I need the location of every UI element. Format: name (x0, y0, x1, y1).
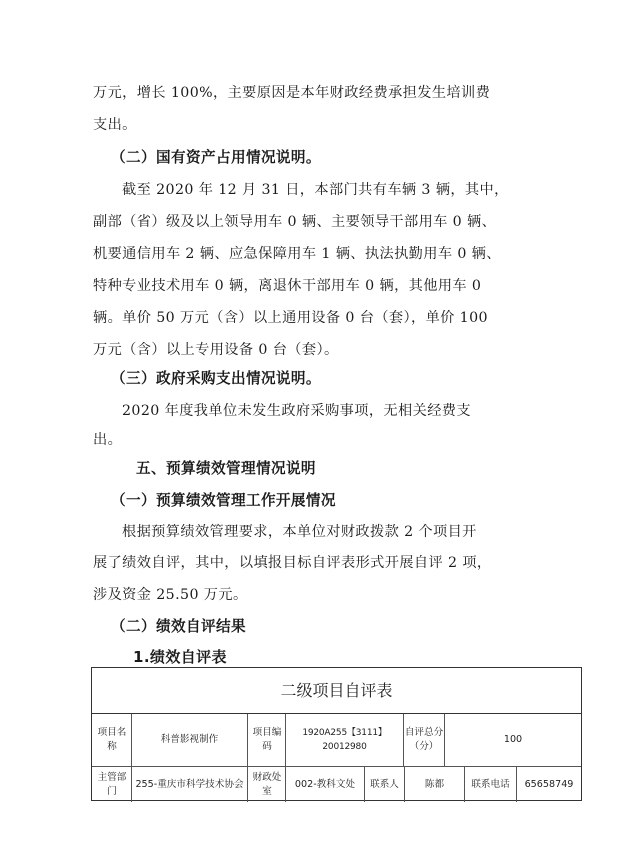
finance-office-value: 002-教科文处 (294, 778, 356, 790)
section-heading-procurement: （三）政府采购支出情况说明。 (111, 370, 321, 387)
section-heading-assets: （二）国有资产占用情况说明。 (111, 149, 321, 166)
finance-office-label: 财政处室 (252, 771, 282, 797)
section-heading-result: （二）绩效自评结果 (111, 618, 246, 635)
phone-value: 65658749 (524, 778, 574, 790)
column-divider (247, 714, 248, 802)
dept-value: 255-重庆市科学技术协会 (135, 778, 244, 790)
paragraph-line: 万元，增长 100%，主要原因是本年财政经费承担发生培训费 (93, 85, 491, 101)
paragraph-line: 根据预算绩效管理要求，本单位对财政拨款 2 个项目开 (122, 524, 477, 540)
phone-label: 联系电话 (471, 778, 510, 790)
contact-value: 陈都 (424, 778, 445, 790)
paragraph-line: 机要通信用车 2 辆、应急保障用车 1 辆、执法执勤用车 0 辆、 (93, 246, 501, 262)
paragraph-line: 2020 年度我单位未发生政府采购事项，无相关经费支 (122, 403, 471, 419)
paragraph-line: 万元（含）以上专用设备 0 台（套）。 (93, 342, 339, 358)
score-label: 自评总分（分） (404, 727, 444, 752)
project-name-value: 科普影视制作 (160, 734, 219, 745)
section-heading-work: （一）预算绩效管理工作开展情况 (111, 492, 336, 509)
section-heading-5: 五、预算绩效管理情况说明 (136, 460, 316, 477)
dept-label: 主管部门 (97, 771, 127, 797)
paragraph-line: 涉及资金 25.50 万元。 (93, 587, 248, 603)
score-value: 100 (503, 734, 523, 745)
paragraph-line: 展了绩效自评，其中，以填报目标自评表形式开展自评 2 项， (93, 555, 492, 571)
paragraph-line: 辆。单价 50 万元（含）以上通用设备 0 台（套），单价 100 (93, 310, 488, 326)
paragraph-line: 支出。 (93, 117, 137, 133)
table-heading: 1.绩效自评表 (133, 648, 227, 666)
paragraph-line: 副部（省）级及以上领导用车 0 辆、主要领导干部用车 0 辆、 (93, 214, 497, 230)
project-name-label: 项目名称 (97, 727, 127, 752)
project-code-value: 1920A255【3111】20012980 (302, 728, 387, 752)
paragraph-line: 特种专业技术用车 0 辆，离退休干部用车 0 辆，其他用车 0 (93, 278, 482, 294)
paragraph-line: 截至 2020 年 12 月 31 日，本部门共有车辆 3 辆，其中， (122, 182, 509, 198)
self-evaluation-table (91, 667, 582, 801)
project-code-label: 项目编码 (252, 727, 282, 752)
contact-label: 联系人 (370, 778, 399, 790)
paragraph-line: 出。 (93, 432, 123, 448)
table-title: 二级项目自评表 (92, 668, 581, 714)
